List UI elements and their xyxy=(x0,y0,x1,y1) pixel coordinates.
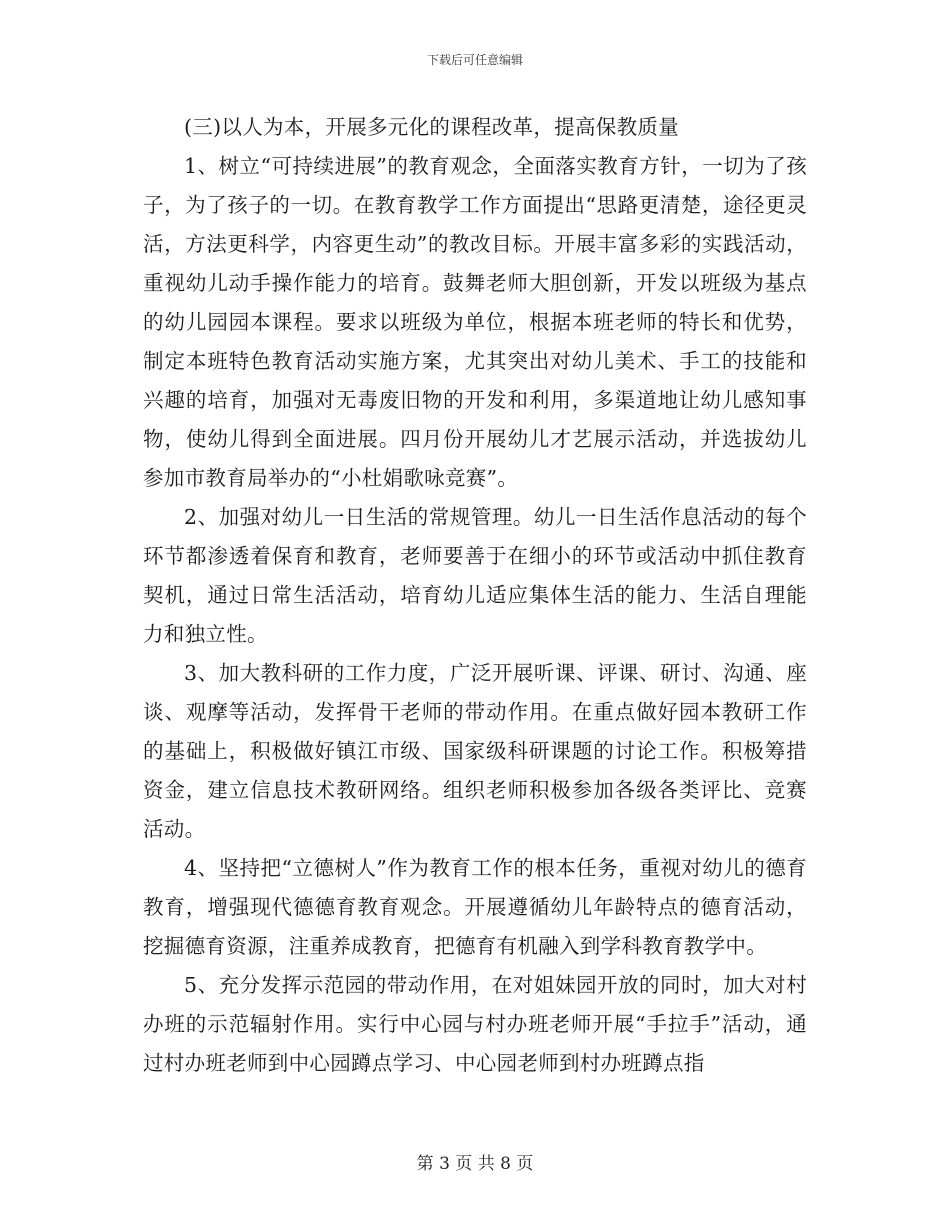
section-heading: (三)以人为本，开展多元化的课程改革，提高保教质量 xyxy=(184,115,679,139)
paragraph-3: 3、加大教科研的工作力度，广泛开展听课、评课、研讨、沟通、座谈、观摩等活动，发挥骨干老师的带动作用。在重点做好园本教研工作的基础上，积极做好镇江市级、国家级科研课题的讨论工作。积极筹措资金，建立信息技术教研网络。组织老师积极参加各级各类评比、竞赛活动。 xyxy=(143,661,807,841)
paragraph-2: 2、加强对幼儿一日生活的常规管理。幼儿一日生活作息活动的每个环节都渗透着保育和教育，老师要善于在细小的环节或活动中抓住教育契机，通过日常生活活动，培育幼儿适应集体生活的能力、生活自理能力和独立性。 xyxy=(143,505,807,646)
paragraph-1: 1、树立“可持续进展”的教育观念，全面落实教育方针，一切为了孩子，为了孩子的一切。在教育教学工作方面提出“思路更清楚，途径更灵活，方法更科学，内容更生动”的教改目标。开展丰富多彩的实践活动，重视幼儿动手操作能力的培育。鼓舞老师大胆创新，开发以班级为基点的幼儿园园本课程。要求以班级为单位，根据本班老师的特长和优势，制定本班特色教育活动实施方案，尤其突出对幼儿美术、手工的技能和兴趣的培育，加强对无毒废旧物的开发和利用，多渠道地让幼儿感知事物，使幼儿得到全面进展。四月份开展幼儿才艺展示活动，并选拔幼儿参加市教育局举办的“小杜娟歌咏竞赛”。 xyxy=(143,154,807,490)
page-header: 下载后可任意编辑 xyxy=(426,53,523,67)
paragraph-5: 5、充分发挥示范园的带动作用，在对姐妹园开放的同时，加大对村办班的示范辐射作用。实行中心园与村办班老师开展“手拉手”活动，通过村办班老师到中心园蹲点学习、中心园老师到村办班蹲点指 xyxy=(143,973,807,1075)
page-number-footer: 第 3 页 共 8 页 xyxy=(416,1154,534,1174)
document-body xyxy=(143,108,807,1083)
paragraph-4: 4、坚持把“立德树人”作为教育工作的根本任务，重视对幼儿的德育教育，增强现代德德育教育观念。开展遵循幼儿年龄特点的德育活动，挖掘德育资源，注重养成教育，把德育有机融入到学科教育教学中。 xyxy=(143,856,807,958)
